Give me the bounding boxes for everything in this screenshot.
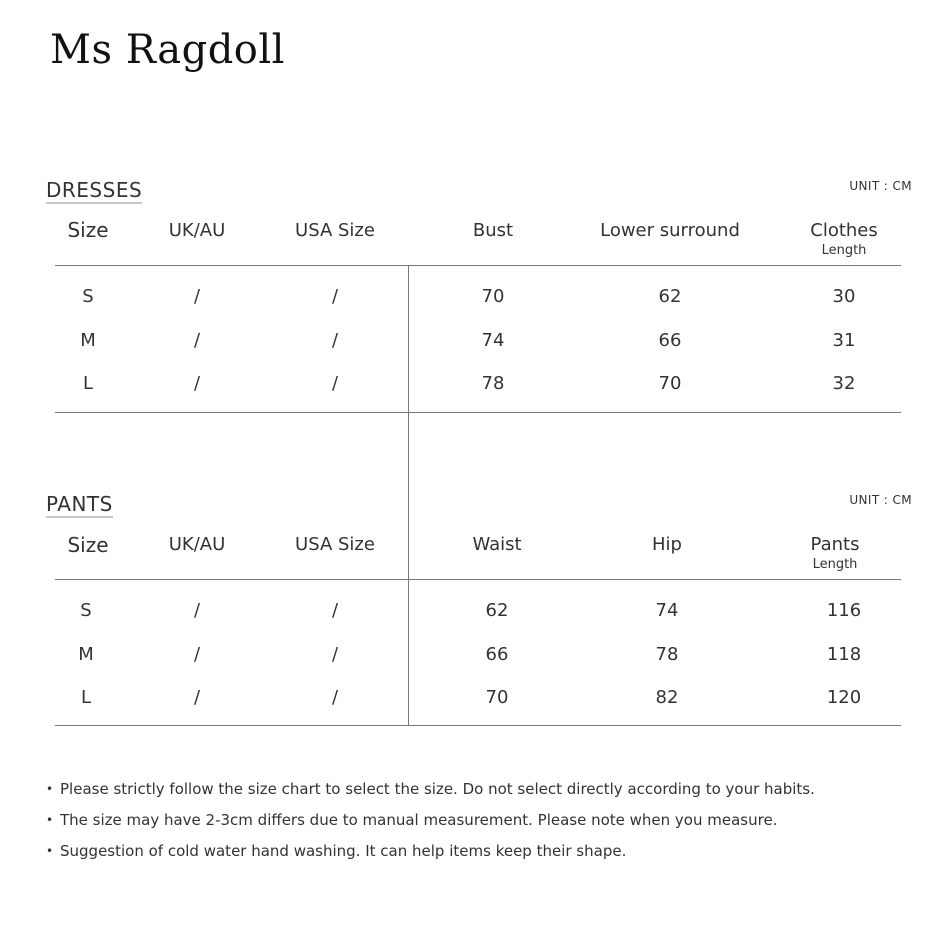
dresses-header-rule bbox=[55, 265, 901, 266]
pants-header-waist: Waist bbox=[472, 534, 522, 555]
pants-header-usa: USA Size bbox=[295, 534, 375, 555]
table-cell-size: S bbox=[82, 286, 94, 307]
table-cell-usa: / bbox=[331, 330, 339, 351]
table-cell-usa: / bbox=[331, 373, 339, 394]
notes-list bbox=[46, 774, 906, 867]
pants-header-hip: Hip bbox=[652, 534, 682, 555]
list-item: • The size may have 2-3cm differs due to manual measurement. Please note when you measure. bbox=[46, 805, 906, 836]
dresses-header-lower-surround: Lower surround bbox=[600, 220, 740, 241]
dresses-header-size: Size bbox=[67, 218, 109, 242]
table-cell-size: S bbox=[80, 600, 92, 621]
pants-header-ukau: UK/AU bbox=[168, 534, 226, 555]
table-cell-waist: 66 bbox=[485, 644, 509, 665]
table-cell-size: M bbox=[80, 330, 96, 351]
pants-header-length: Length bbox=[812, 557, 858, 572]
table-cell-hip: 74 bbox=[655, 600, 679, 621]
pants-title: PANTS bbox=[46, 492, 113, 516]
table-cell-usa: / bbox=[331, 687, 339, 708]
table-cell-ukau: / bbox=[193, 600, 201, 621]
table-cell-length: 30 bbox=[832, 286, 856, 307]
dresses-header-bust: Bust bbox=[472, 220, 514, 241]
table-cell-length: 116 bbox=[826, 600, 862, 621]
table-cell-waist: 70 bbox=[485, 687, 509, 708]
table-cell-usa: / bbox=[331, 644, 339, 665]
table-cell-bust: 70 bbox=[481, 286, 505, 307]
table-cell-bust: 78 bbox=[481, 373, 505, 394]
dresses-unit-label: UNIT : CM bbox=[849, 179, 912, 193]
table-cell-lower-surround: 62 bbox=[658, 286, 682, 307]
dresses-header-ukau: UK/AU bbox=[168, 220, 226, 241]
table-cell-ukau: / bbox=[193, 687, 201, 708]
table-cell-bust: 74 bbox=[481, 330, 505, 351]
dresses-header-clothes: Clothes bbox=[810, 220, 878, 241]
table-cell-lower-surround: 66 bbox=[658, 330, 682, 351]
table-cell-length: 118 bbox=[826, 644, 862, 665]
dresses-header-length: Length bbox=[821, 243, 867, 258]
table-cell-usa: / bbox=[331, 286, 339, 307]
table-cell-usa: / bbox=[331, 600, 339, 621]
table-cell-ukau: / bbox=[193, 644, 201, 665]
pants-header-size: Size bbox=[67, 533, 109, 557]
table-cell-lower-surround: 70 bbox=[658, 373, 682, 394]
table-cell-length: 31 bbox=[832, 330, 856, 351]
pants-unit-label: UNIT : CM bbox=[849, 493, 912, 507]
table-cell-size: M bbox=[78, 644, 94, 665]
pants-header-rule bbox=[55, 579, 901, 580]
table-cell-length: 120 bbox=[826, 687, 862, 708]
table-cell-ukau: / bbox=[193, 286, 201, 307]
table-cell-size: L bbox=[82, 373, 94, 394]
table-cell-length: 32 bbox=[832, 373, 856, 394]
table-cell-ukau: / bbox=[193, 330, 201, 351]
pants-header-pants-length bbox=[811, 536, 860, 571]
dresses-header-clothes-length bbox=[810, 222, 878, 257]
dresses-bottom-rule bbox=[55, 412, 901, 413]
list-item: • Please strictly follow the size chart to select the size. Do not select directly according to your habits. bbox=[46, 774, 906, 805]
pants-bottom-rule bbox=[55, 725, 901, 726]
pants-header-pants: Pants bbox=[810, 534, 860, 555]
dresses-title: DRESSES bbox=[46, 178, 143, 202]
table-cell-hip: 82 bbox=[655, 687, 679, 708]
table-cell-hip: 78 bbox=[655, 644, 679, 665]
list-item: • Suggestion of cold water hand washing. It can help items keep their shape. bbox=[46, 836, 906, 867]
table-cell-ukau: / bbox=[193, 373, 201, 394]
dresses-header-usa: USA Size bbox=[295, 220, 375, 241]
table-divider bbox=[408, 266, 409, 726]
table-cell-size: L bbox=[80, 687, 92, 708]
table-cell-waist: 62 bbox=[485, 600, 509, 621]
brand-logo: Ms Ragdoll bbox=[50, 27, 285, 73]
